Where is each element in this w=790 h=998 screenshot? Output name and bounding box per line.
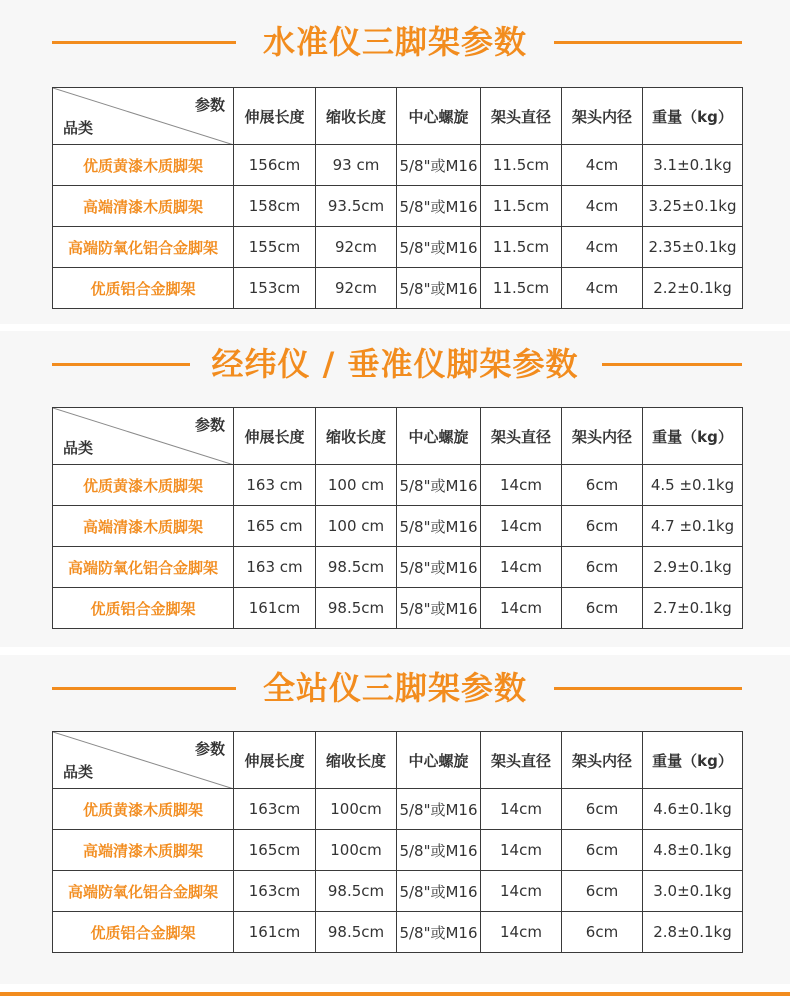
corner-param-label: 参数 <box>194 96 225 114</box>
table-row <box>53 268 743 309</box>
head-diameter-cell: 14cm <box>481 547 562 588</box>
weight-cell: 4.6±0.1kg <box>643 789 743 830</box>
column-header: 伸展长度 <box>234 408 316 465</box>
header-row <box>53 732 743 789</box>
tripod-section-total-station <box>0 655 790 984</box>
retract-length-cell: 92cm <box>316 268 397 309</box>
head-diameter-cell: 11.5cm <box>481 268 562 309</box>
category-cell: 高端清漆木质脚架 <box>53 186 234 227</box>
table-row <box>53 227 743 268</box>
retract-length-cell: 98.5cm <box>316 547 397 588</box>
category-cell: 高端清漆木质脚架 <box>53 830 234 871</box>
head-diameter-cell: 14cm <box>481 871 562 912</box>
weight-cell: 3.25±0.1kg <box>643 186 743 227</box>
head-diameter-cell: 14cm <box>481 506 562 547</box>
retract-length-cell: 92cm <box>316 227 397 268</box>
category-cell: 优质黄漆木质脚架 <box>53 789 234 830</box>
retract-length-cell: 93 cm <box>316 145 397 186</box>
center-screw-cell: 5/8"或M16 <box>397 186 481 227</box>
center-screw-cell: 5/8"或M16 <box>397 268 481 309</box>
table-row <box>53 506 743 547</box>
spec-table <box>52 87 743 309</box>
category-cell: 优质铝合金脚架 <box>53 268 234 309</box>
head-diameter-cell: 14cm <box>481 830 562 871</box>
head-diameter-cell: 14cm <box>481 912 562 953</box>
corner-header-cell <box>53 88 234 145</box>
retract-length-cell: 98.5cm <box>316 871 397 912</box>
center-screw-cell: 5/8"或M16 <box>397 547 481 588</box>
center-screw-cell: 5/8"或M16 <box>397 227 481 268</box>
retract-length-cell: 93.5cm <box>316 186 397 227</box>
extend-length-cell: 163 cm <box>234 547 316 588</box>
center-screw-cell: 5/8"或M16 <box>397 588 481 629</box>
extend-length-cell: 155cm <box>234 227 316 268</box>
table-row <box>53 912 743 953</box>
table-row <box>53 789 743 830</box>
weight-cell: 4.5 ±0.1kg <box>643 465 743 506</box>
spec-table <box>52 407 743 629</box>
section-title-bar <box>0 336 790 392</box>
head-diameter-cell: 11.5cm <box>481 186 562 227</box>
header-row <box>53 88 743 145</box>
weight-cell: 2.8±0.1kg <box>643 912 743 953</box>
center-screw-cell: 5/8"或M16 <box>397 465 481 506</box>
head-diameter-cell: 14cm <box>481 789 562 830</box>
center-screw-cell: 5/8"或M16 <box>397 912 481 953</box>
extend-length-cell: 165 cm <box>234 506 316 547</box>
weight-cell: 2.9±0.1kg <box>643 547 743 588</box>
corner-param-label: 参数 <box>194 416 225 434</box>
column-header: 重量（kg） <box>643 408 743 465</box>
column-header: 缩收长度 <box>316 408 397 465</box>
bottom-accent-rule <box>0 992 790 996</box>
extend-length-cell: 163 cm <box>234 465 316 506</box>
table-row <box>53 465 743 506</box>
center-screw-cell: 5/8"或M16 <box>397 506 481 547</box>
retract-length-cell: 100 cm <box>316 506 397 547</box>
corner-category-label: 品类 <box>63 119 94 137</box>
head-diameter-cell: 14cm <box>481 588 562 629</box>
table-row <box>53 871 743 912</box>
column-header: 伸展长度 <box>234 88 316 145</box>
extend-length-cell: 165cm <box>234 830 316 871</box>
retract-length-cell: 100cm <box>316 789 397 830</box>
table-row <box>53 588 743 629</box>
extend-length-cell: 156cm <box>234 145 316 186</box>
weight-cell: 3.1±0.1kg <box>643 145 743 186</box>
spec-table <box>52 731 743 953</box>
category-cell: 优质铝合金脚架 <box>53 912 234 953</box>
inner-diameter-cell: 6cm <box>562 871 643 912</box>
category-cell: 优质黄漆木质脚架 <box>53 145 234 186</box>
extend-length-cell: 161cm <box>234 912 316 953</box>
column-header: 伸展长度 <box>234 732 316 789</box>
inner-diameter-cell: 6cm <box>562 588 643 629</box>
column-header: 重量（kg） <box>643 732 743 789</box>
weight-cell: 3.0±0.1kg <box>643 871 743 912</box>
weight-cell: 2.7±0.1kg <box>643 588 743 629</box>
inner-diameter-cell: 4cm <box>562 268 643 309</box>
section-title-bar <box>0 14 790 70</box>
inner-diameter-cell: 6cm <box>562 912 643 953</box>
column-header: 中心螺旋 <box>397 732 481 789</box>
inner-diameter-cell: 6cm <box>562 547 643 588</box>
head-diameter-cell: 14cm <box>481 465 562 506</box>
corner-param-label: 参数 <box>194 740 225 758</box>
column-header: 中心螺旋 <box>397 408 481 465</box>
category-cell: 高端防氧化铝合金脚架 <box>53 871 234 912</box>
center-screw-cell: 5/8"或M16 <box>397 145 481 186</box>
extend-length-cell: 158cm <box>234 186 316 227</box>
column-header: 架头直径 <box>481 732 562 789</box>
inner-diameter-cell: 6cm <box>562 830 643 871</box>
corner-category-label: 品类 <box>63 763 94 781</box>
section-title: 水准仪三脚架参数 <box>262 23 527 61</box>
tripod-section-theodolite <box>0 331 790 647</box>
category-cell: 高端清漆木质脚架 <box>53 506 234 547</box>
center-screw-cell: 5/8"或M16 <box>397 830 481 871</box>
column-header: 重量（kg） <box>643 88 743 145</box>
column-header: 缩收长度 <box>316 732 397 789</box>
header-row <box>53 408 743 465</box>
category-cell: 优质铝合金脚架 <box>53 588 234 629</box>
retract-length-cell: 98.5cm <box>316 588 397 629</box>
column-header: 架头内径 <box>562 88 643 145</box>
column-header: 架头内径 <box>562 732 643 789</box>
inner-diameter-cell: 4cm <box>562 145 643 186</box>
section-title: 全站仪三脚架参数 <box>262 669 527 707</box>
inner-diameter-cell: 6cm <box>562 506 643 547</box>
inner-diameter-cell: 4cm <box>562 227 643 268</box>
table-row <box>53 830 743 871</box>
head-diameter-cell: 11.5cm <box>481 227 562 268</box>
column-header: 中心螺旋 <box>397 88 481 145</box>
weight-cell: 2.35±0.1kg <box>643 227 743 268</box>
inner-diameter-cell: 4cm <box>562 186 643 227</box>
corner-category-label: 品类 <box>63 439 94 457</box>
weight-cell: 4.8±0.1kg <box>643 830 743 871</box>
category-cell: 高端防氧化铝合金脚架 <box>53 547 234 588</box>
category-cell: 高端防氧化铝合金脚架 <box>53 227 234 268</box>
extend-length-cell: 163cm <box>234 871 316 912</box>
center-screw-cell: 5/8"或M16 <box>397 789 481 830</box>
head-diameter-cell: 11.5cm <box>481 145 562 186</box>
retract-length-cell: 98.5cm <box>316 912 397 953</box>
table-row <box>53 145 743 186</box>
inner-diameter-cell: 6cm <box>562 789 643 830</box>
table-row <box>53 547 743 588</box>
weight-cell: 4.7 ±0.1kg <box>643 506 743 547</box>
table-row <box>53 186 743 227</box>
extend-length-cell: 153cm <box>234 268 316 309</box>
column-header: 架头直径 <box>481 88 562 145</box>
corner-header-cell <box>53 732 234 789</box>
weight-cell: 2.2±0.1kg <box>643 268 743 309</box>
section-title: 经纬仪 / 垂准仪脚架参数 <box>211 345 579 383</box>
corner-header-cell <box>53 408 234 465</box>
column-header: 架头内径 <box>562 408 643 465</box>
center-screw-cell: 5/8"或M16 <box>397 871 481 912</box>
retract-length-cell: 100 cm <box>316 465 397 506</box>
column-header: 缩收长度 <box>316 88 397 145</box>
column-header: 架头直径 <box>481 408 562 465</box>
extend-length-cell: 161cm <box>234 588 316 629</box>
inner-diameter-cell: 6cm <box>562 465 643 506</box>
category-cell: 优质黄漆木质脚架 <box>53 465 234 506</box>
tripod-section-level <box>0 0 790 324</box>
retract-length-cell: 100cm <box>316 830 397 871</box>
section-title-bar <box>0 660 790 716</box>
extend-length-cell: 163cm <box>234 789 316 830</box>
